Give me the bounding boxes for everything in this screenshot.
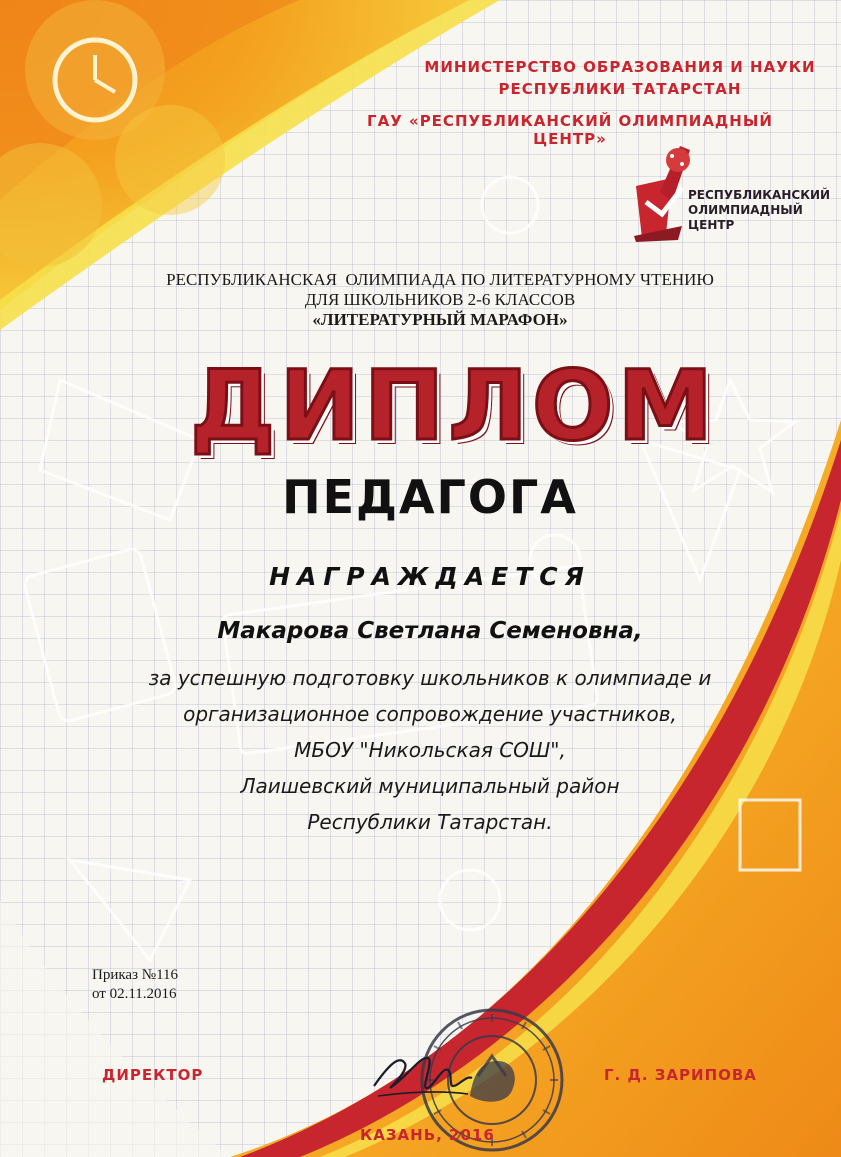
ministry-line-2: РЕСПУБЛИКИ ТАТАРСТАН xyxy=(498,80,742,98)
awarded-label: НАГРАЖДАЕТСЯ xyxy=(269,562,591,591)
logo-line-2: ОЛИМПИАДНЫЙ xyxy=(688,203,803,217)
logo-text xyxy=(688,188,830,233)
reason-line-4: Лаишевский муниципальный район xyxy=(240,774,620,798)
ministry-line-1: МИНИСТЕРСТВО ОБРАЗОВАНИЯ И НАУКИ xyxy=(424,58,816,76)
ministry-header xyxy=(400,56,840,100)
olympiad-line-3 xyxy=(60,310,820,330)
city-year: КАЗАНЬ, 2016 xyxy=(360,1126,495,1144)
order-number: Приказ №116 xyxy=(92,967,179,983)
recipient-name: Макарова Светлана Семеновна, xyxy=(217,618,643,644)
diploma-subtitle: ПЕДАГОГА xyxy=(282,470,578,524)
olympiad-line-2: ДЛЯ ШКОЛЬНИКОВ 2-6 КЛАССОВ xyxy=(304,290,576,309)
director-signature xyxy=(368,1036,478,1106)
order-date: от 02.11.2016 xyxy=(92,986,177,1002)
gau-header: ГАУ «РЕСПУБЛИКАНСКИЙ ОЛИМПИАДНЫЙ ЦЕНТР» xyxy=(367,112,773,148)
order-reference xyxy=(92,966,178,1004)
olympiad-title xyxy=(60,270,820,330)
reason-line-2: организационное сопровождение участников, xyxy=(183,702,677,726)
reason-line-3: МБОУ "Никольская СОШ", xyxy=(294,738,566,762)
award-reason xyxy=(60,660,800,840)
olympiad-name: «ЛИТЕРАТУРНЫЙ МАРАФОН» xyxy=(312,310,568,329)
director-name: Г. Д. ЗАРИПОВА xyxy=(604,1066,757,1084)
diploma-title: ДИПЛОМ xyxy=(190,350,718,462)
logo-line-3: ЦЕНТР xyxy=(688,218,735,232)
logo-line-1: РЕСПУБЛИКАНСКИЙ xyxy=(688,188,831,202)
reason-line-1: за успешную подготовку школьников к олимпиаде и xyxy=(148,666,712,690)
director-label: ДИРЕКТОР xyxy=(102,1066,204,1084)
olympiad-line-1: РЕСПУБЛИКАНСКАЯ ОЛИМПИАДА ПО ЛИТЕРАТУРНОМУ ЧТЕНИЮ xyxy=(166,270,714,289)
reason-line-5: Республики Татарстан. xyxy=(307,810,553,834)
